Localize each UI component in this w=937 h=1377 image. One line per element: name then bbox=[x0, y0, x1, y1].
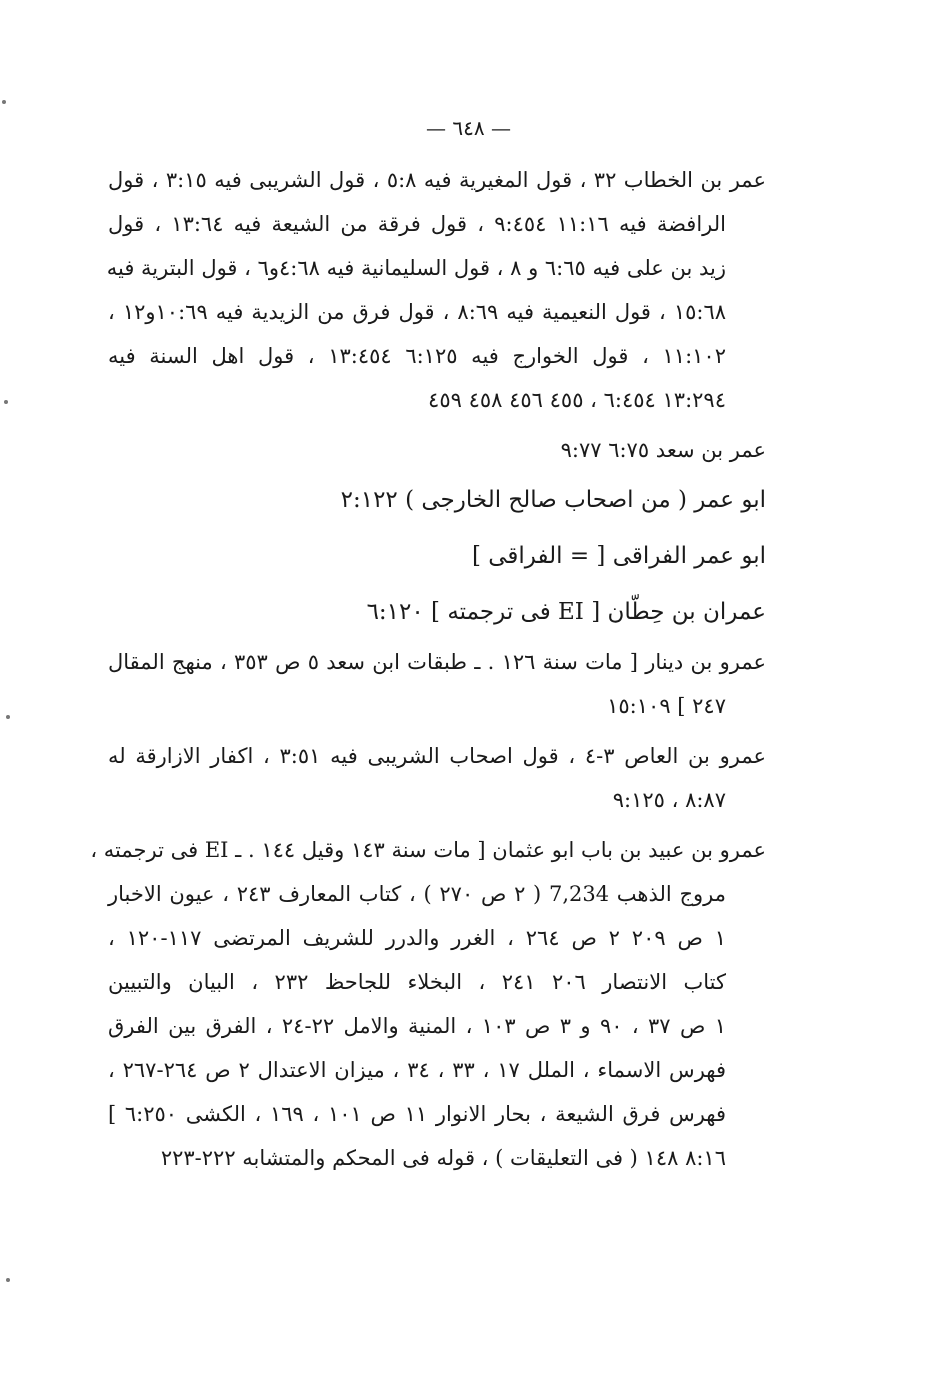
entry-line: ٨:١٦ ١٤٨ ( فى التعليقات ) ، قوله فى المحكم والمتشابه ٢٢٢-٢٢٣ bbox=[160, 1146, 726, 1170]
index-entry bbox=[108, 528, 766, 584]
entry-line: مروج الذهب 7,234 ( ٢ ص ٢٧٠ ) ، كتاب المعارف ٢٤٣ ، عيون الاخبار bbox=[108, 882, 726, 906]
entry-line: ٢٤٧ ] ١٥:١٠٩ bbox=[607, 694, 726, 718]
entry-line: زيد بن على فيه ٦:٦٥ و ٨ ، قول السليمانية فيه ٤:٦٨و٦ ، قول البترية فيه bbox=[106, 256, 726, 280]
index-entry bbox=[90, 828, 766, 1180]
entry-line: عمران بن حِطّان [ EI فى ترجمته ] ٦:١٢٠ bbox=[366, 599, 766, 625]
entry-line: كتاب الانتصار ٢٠٦ ٢٤١ ، البخلاء للجاحظ ٢٣٢ ، البيان والتبيين bbox=[108, 970, 726, 994]
entry-line: عمر بن الخطاب ٣٢ ، قول المغيرية فيه ٥:٨ ، قول الشريبى فيه ٣:١٥ ، قول bbox=[108, 168, 766, 192]
scan-speck bbox=[6, 715, 10, 719]
entry-line: عمرو بن دينار [ مات سنة ١٢٦ . ـ طبقات ابن سعد ٥ ص ٣٥٣ ، منهج المقال bbox=[108, 650, 767, 674]
scan-speck bbox=[6, 1278, 10, 1282]
scan-speck bbox=[2, 100, 6, 104]
entry-line: ١٣:٢٩٤ ٦:٤٥٤ ، ٤٥٥ ٤٥٦ ٤٥٨ ٤٥٩ bbox=[428, 388, 726, 412]
entry-line: فهرس فرق الشيعة ، بحار الانوار ١١ ص ١٠١ ، ١٦٩ ، الكشى ٦:٢٥٠ ] bbox=[108, 1102, 727, 1126]
entry-line: الرافضة فيه ١١:١٦ ٩:٤٥٤ ، قول فرقة من الشيعة فيه ١٣:٦٤ ، قول bbox=[108, 212, 726, 236]
index-entry bbox=[108, 472, 766, 528]
entry-line: عمرو بن عبيد بن باب ابو عثمان [ مات سنة ١٤٣ وقيل ١٤٤ . ـ EI فى ترجمته ، bbox=[90, 838, 766, 862]
entry-line: ابو عمر الفراقى [ = الفراقى ] bbox=[471, 543, 766, 569]
entry-line: ١٥:٦٨ ، قول النعيمية فيه ٨:٦٩ ، قول فرق من الزيدية فيه ١٠:٦٩و١٢ ، bbox=[108, 300, 727, 324]
index-entry bbox=[108, 640, 766, 728]
entry-line: عمر بن سعد ٦:٧٥ ٩:٧٧ bbox=[560, 438, 766, 462]
entry-line: ابو عمر ( من اصحاب صالح الخارجى ) ٢:١٢٢ bbox=[340, 487, 766, 513]
entry-line: ١ ص ٢٠٩ ٢ ص ٢٦٤ ، الغرر والدرر للشريف المرتضى ١١٧-١٢٠ ، bbox=[108, 926, 726, 950]
index-entries bbox=[90, 158, 767, 1180]
page-number: — ٦٤٨ — bbox=[426, 116, 511, 140]
entry-line: ١١:١٠٢ ، قول الخوارج فيه ٦:١٢٥ ١٣:٤٥٤ ، قول اهل السنة فيه bbox=[108, 344, 726, 368]
entry-line: ٨:٨٧ ، ٩:١٢٥ bbox=[612, 788, 726, 812]
entry-line: عمرو بن العاص ٣-٤ ، قول اصحاب الشريبى فيه ٣:٥١ ، اكفار الازارقة له bbox=[108, 744, 766, 768]
index-entry bbox=[108, 428, 766, 472]
entry-line: فهرس الاسماء ، الملل ١٧ ، ٣٣ ، ٣٤ ، ميزان الاعتدال ٢ ص ٢٦٤-٢٦٧ ، bbox=[108, 1058, 726, 1082]
scan-speck bbox=[4, 400, 8, 404]
index-entry bbox=[108, 584, 766, 640]
index-entry bbox=[108, 158, 766, 422]
entry-line: ١ ص ٣٧ ، ٩٠ و ٣ ص ١٠٣ ، المنية والامل ٢٢-٢٤ ، الفرق بين الفرق bbox=[108, 1014, 726, 1038]
index-entry bbox=[108, 734, 766, 822]
